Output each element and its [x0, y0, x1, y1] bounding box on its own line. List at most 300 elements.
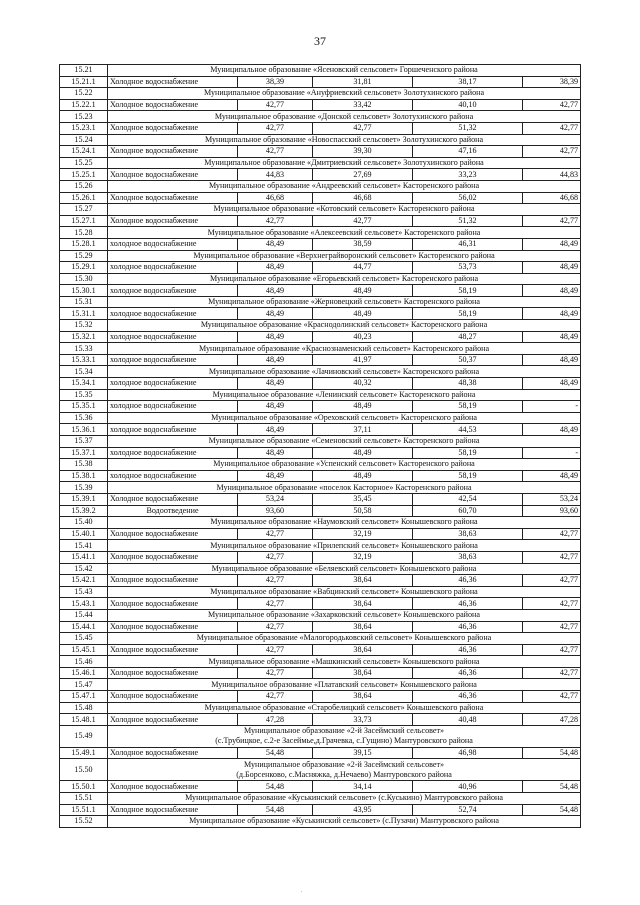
- section-header-row: [60, 517, 581, 529]
- section-title: Муниципальное образование «Машкинский сельсовет» Конышевского района: [108, 656, 581, 668]
- value-cell: 43,95: [313, 804, 413, 816]
- value-cell: 40,32: [313, 378, 413, 390]
- value-cell: 42,77: [238, 122, 313, 134]
- table-row: [60, 667, 581, 679]
- value-cell: 42,77: [523, 644, 581, 656]
- row-number: 15.38.1: [60, 470, 108, 482]
- section-title: Муниципальное образование «Куськинский сельсовет» (с.Пузачи) Мантуровского района: [108, 816, 581, 828]
- value-cell: 54,48: [238, 781, 313, 793]
- value-cell: 48,38: [413, 378, 523, 390]
- value-cell: 44,77: [313, 262, 413, 274]
- page-number: 37: [314, 34, 326, 48]
- value-cell: 51,32: [413, 215, 523, 227]
- value-cell: 42,77: [238, 667, 313, 679]
- table-row: [60, 378, 581, 390]
- table-row: [60, 424, 581, 436]
- table-row: [60, 192, 581, 204]
- value-cell: 38,64: [313, 691, 413, 703]
- section-title: Муниципальное образование «Прилепский сельсовет» Конышевского района: [108, 540, 581, 552]
- row-number: 15.37.1: [60, 447, 108, 459]
- value-cell: 54,48: [523, 747, 581, 759]
- table-row: [60, 575, 581, 587]
- value-cell: 48,49: [523, 285, 581, 297]
- value-cell: 42,77: [238, 621, 313, 633]
- service-name: Холодное водоснабжение: [108, 528, 238, 540]
- row-number: 15.21.1: [60, 76, 108, 88]
- value-cell: 34,14: [313, 781, 413, 793]
- section-number: 15.26: [60, 180, 108, 192]
- value-cell: 46,36: [413, 644, 523, 656]
- section-number: 15.25: [60, 157, 108, 169]
- section-header-row: [60, 482, 581, 494]
- section-number: 15.36: [60, 412, 108, 424]
- value-cell: 42,77: [523, 575, 581, 587]
- section-header-row: [60, 273, 581, 285]
- table-body: [60, 65, 581, 828]
- value-cell: 48,49: [313, 401, 413, 413]
- row-number: 15.44.1: [60, 621, 108, 633]
- section-title: Муниципальное образование «Дмитриевский сельсовет» Золотухинского района: [108, 157, 581, 169]
- value-cell: 32,19: [313, 551, 413, 563]
- table-row: [60, 285, 581, 297]
- value-cell: 56,02: [413, 192, 523, 204]
- section-header-row: [60, 227, 581, 239]
- value-cell: 38,17: [413, 76, 523, 88]
- section-header-row: [60, 343, 581, 355]
- section-title: [108, 759, 581, 781]
- section-header-row: [60, 702, 581, 714]
- value-cell: 42,77: [238, 528, 313, 540]
- table-row: [60, 621, 581, 633]
- value-cell: 42,77: [238, 644, 313, 656]
- table-row: [60, 493, 581, 505]
- value-cell: 31,81: [313, 76, 413, 88]
- section-header-row: [60, 389, 581, 401]
- section-header-row: [60, 656, 581, 668]
- section-number: 15.27: [60, 204, 108, 216]
- service-name: Холодное водоснабжение: [108, 747, 238, 759]
- table-row: [60, 470, 581, 482]
- value-cell: 48,49: [523, 262, 581, 274]
- service-name: холодное водоснабжение: [108, 238, 238, 250]
- value-cell: 46,68: [523, 192, 581, 204]
- section-title: Муниципальное образование «Успенский сельсовет» Касторенского района: [108, 459, 581, 471]
- row-number: 15.24.1: [60, 146, 108, 158]
- value-cell: 48,49: [523, 331, 581, 343]
- service-name: Холодное водоснабжение: [108, 76, 238, 88]
- value-cell: 42,77: [523, 691, 581, 703]
- section-title: Муниципальное образование «Захарковский сельсовет» Конышевского района: [108, 609, 581, 621]
- value-cell: -: [523, 401, 581, 413]
- value-cell: 38,64: [313, 621, 413, 633]
- section-number: 15.34: [60, 366, 108, 378]
- value-cell: 46,36: [413, 691, 523, 703]
- value-cell: 42,77: [523, 667, 581, 679]
- section-number: 15.52: [60, 816, 108, 828]
- service-name: холодное водоснабжение: [108, 470, 238, 482]
- value-cell: 48,49: [238, 285, 313, 297]
- row-number: 15.31.1: [60, 308, 108, 320]
- table-row: [60, 354, 581, 366]
- section-title: Муниципальное образование «Куськинский сельсовет» (с.Куськино) Мантуровского района: [108, 793, 581, 805]
- value-cell: 46,31: [413, 238, 523, 250]
- section-title: Муниципальное образование «Лачиновский сельсовет» Касторенского района: [108, 366, 581, 378]
- service-name: холодное водоснабжение: [108, 378, 238, 390]
- value-cell: 42,77: [523, 598, 581, 610]
- service-name: холодное водоснабжение: [108, 424, 238, 436]
- value-cell: 42,77: [238, 575, 313, 587]
- value-cell: 53,24: [238, 493, 313, 505]
- section-number: 15.43: [60, 586, 108, 598]
- section-title: Муниципальное образование «Старобелицкий сельсовет» Конышевского района: [108, 702, 581, 714]
- service-name: Холодное водоснабжение: [108, 691, 238, 703]
- value-cell: 58,19: [413, 285, 523, 297]
- table-row: [60, 76, 581, 88]
- row-number: 15.29.1: [60, 262, 108, 274]
- value-cell: 53,73: [413, 262, 523, 274]
- service-name: Водоотведение: [108, 505, 238, 517]
- table-row: [60, 714, 581, 726]
- section-title: Муниципальное образование «Ануфриевский сельсовет» Золотухинского района: [108, 88, 581, 100]
- value-cell: 42,77: [523, 122, 581, 134]
- section-header-row: [60, 609, 581, 621]
- value-cell: 53,24: [523, 493, 581, 505]
- table-row: [60, 146, 581, 158]
- section-header-row: [60, 88, 581, 100]
- table-row: [60, 401, 581, 413]
- section-title: Муниципальное образование «Вабцинский сельсовет» Конышевского района: [108, 586, 581, 598]
- section-number: 15.45: [60, 633, 108, 645]
- value-cell: 48,49: [238, 401, 313, 413]
- row-number: 15.39.1: [60, 493, 108, 505]
- value-cell: 39,15: [313, 747, 413, 759]
- section-number: 15.31: [60, 296, 108, 308]
- value-cell: 40,48: [413, 714, 523, 726]
- section-number: 15.41: [60, 540, 108, 552]
- section-header-row: [60, 540, 581, 552]
- value-cell: 42,77: [523, 215, 581, 227]
- row-number: 15.46.1: [60, 667, 108, 679]
- value-cell: 42,77: [523, 621, 581, 633]
- table-row: [60, 331, 581, 343]
- section-title: Муниципальное образование «Ясеновский сельсовет» Горшеченского района: [108, 65, 581, 77]
- section-number: 15.48: [60, 702, 108, 714]
- row-number: 15.32.1: [60, 331, 108, 343]
- section-title: Муниципальное образование «Андреевский сельсовет» Касторенского района: [108, 180, 581, 192]
- service-name: холодное водоснабжение: [108, 331, 238, 343]
- value-cell: 44,83: [238, 169, 313, 181]
- value-cell: 38,64: [313, 667, 413, 679]
- value-cell: 48,49: [238, 378, 313, 390]
- section-header-row: [60, 157, 581, 169]
- service-name: холодное водоснабжение: [108, 401, 238, 413]
- tariff-table: [59, 64, 581, 828]
- section-number: 15.22: [60, 88, 108, 100]
- table-row: [60, 747, 581, 759]
- row-number: 15.42.1: [60, 575, 108, 587]
- row-number: 15.43.1: [60, 598, 108, 610]
- row-number: 15.23.1: [60, 122, 108, 134]
- value-cell: 27,69: [313, 169, 413, 181]
- table-row: [60, 551, 581, 563]
- value-cell: 32,19: [313, 528, 413, 540]
- value-cell: 42,77: [523, 528, 581, 540]
- table-row: [60, 447, 581, 459]
- value-cell: 48,49: [523, 354, 581, 366]
- section-number: 15.24: [60, 134, 108, 146]
- table-row: [60, 598, 581, 610]
- value-cell: 42,77: [313, 215, 413, 227]
- section-title: [108, 725, 581, 747]
- row-number: 15.48.1: [60, 714, 108, 726]
- section-number: 15.32: [60, 320, 108, 332]
- section-header-row: [60, 759, 581, 781]
- row-number: 15.41.1: [60, 551, 108, 563]
- table-row: [60, 238, 581, 250]
- value-cell: 44,83: [523, 169, 581, 181]
- value-cell: 54,48: [238, 804, 313, 816]
- section-number: 15.23: [60, 111, 108, 123]
- section-title: Муниципальное образование «Верхнеграйворонский сельсовет» Касторенского района: [108, 250, 581, 262]
- section-header-row: [60, 134, 581, 146]
- service-name: Холодное водоснабжение: [108, 804, 238, 816]
- section-header-row: [60, 320, 581, 332]
- section-title: Муниципальное образование «Беляевский сельсовет» Конышевского района: [108, 563, 581, 575]
- table-row: [60, 528, 581, 540]
- value-cell: 93,60: [523, 505, 581, 517]
- section-title: Муниципальное образование «поселок Касторное» Касторенского района: [108, 482, 581, 494]
- row-number: 15.30.1: [60, 285, 108, 297]
- value-cell: 42,77: [238, 551, 313, 563]
- value-cell: 48,49: [523, 308, 581, 320]
- section-title-line: Муниципальное образование «2-й Засеймский сельсовет»: [243, 759, 445, 769]
- service-name: Холодное водоснабжение: [108, 781, 238, 793]
- section-title: Муниципальное образование «Котовский сельсовет» Касторенского района: [108, 204, 581, 216]
- service-name: Холодное водоснабжение: [108, 215, 238, 227]
- table-row: [60, 505, 581, 517]
- table-row: [60, 308, 581, 320]
- value-cell: 48,49: [523, 378, 581, 390]
- value-cell: 47,28: [238, 714, 313, 726]
- section-title-line: Муниципальное образование «2-й Засеймский сельсовет»: [243, 726, 445, 736]
- value-cell: 38,39: [523, 76, 581, 88]
- value-cell: 42,77: [238, 691, 313, 703]
- value-cell: 48,49: [238, 308, 313, 320]
- scan-mark: .: [301, 888, 303, 894]
- service-name: Холодное водоснабжение: [108, 146, 238, 158]
- section-header-row: [60, 180, 581, 192]
- value-cell: 48,49: [523, 424, 581, 436]
- value-cell: 42,54: [413, 493, 523, 505]
- value-cell: 42,77: [523, 99, 581, 111]
- value-cell: 46,36: [413, 667, 523, 679]
- service-name: Холодное водоснабжение: [108, 667, 238, 679]
- section-number: 15.39: [60, 482, 108, 494]
- section-header-row: [60, 296, 581, 308]
- section-title: Муниципальное образование «Ореховский сельсовет» Касторенского района: [108, 412, 581, 424]
- value-cell: 50,58: [313, 505, 413, 517]
- service-name: Холодное водоснабжение: [108, 493, 238, 505]
- section-header-row: [60, 459, 581, 471]
- section-title-line: (д.Борсенково, с.Масняжка, д.Нечаево) Мантуровского района: [236, 769, 452, 779]
- section-number: 15.42: [60, 563, 108, 575]
- value-cell: 40,10: [413, 99, 523, 111]
- value-cell: 38,64: [313, 575, 413, 587]
- value-cell: 58,19: [413, 308, 523, 320]
- value-cell: 54,48: [523, 781, 581, 793]
- row-number: 15.26.1: [60, 192, 108, 204]
- service-name: Холодное водоснабжение: [108, 598, 238, 610]
- row-number: 15.25.1: [60, 169, 108, 181]
- service-name: Холодное водоснабжение: [108, 575, 238, 587]
- table-row: [60, 804, 581, 816]
- section-number: 15.38: [60, 459, 108, 471]
- value-cell: 48,49: [313, 285, 413, 297]
- section-number: 15.40: [60, 517, 108, 529]
- service-name: Холодное водоснабжение: [108, 621, 238, 633]
- value-cell: 50,37: [413, 354, 523, 366]
- value-cell: 54,48: [523, 804, 581, 816]
- value-cell: 46,98: [413, 747, 523, 759]
- value-cell: 47,16: [413, 146, 523, 158]
- section-header-row: [60, 204, 581, 216]
- value-cell: 48,49: [313, 308, 413, 320]
- value-cell: 51,32: [413, 122, 523, 134]
- section-title: Муниципальное образование «Семеновский сельсовет» Касторенского района: [108, 436, 581, 448]
- value-cell: 46,36: [413, 598, 523, 610]
- table-row: [60, 169, 581, 181]
- value-cell: 38,63: [413, 551, 523, 563]
- section-header-row: [60, 816, 581, 828]
- value-cell: 33,73: [313, 714, 413, 726]
- section-title: Муниципальное образование «Краснодолинский сельсовет» Касторенского района: [108, 320, 581, 332]
- value-cell: 42,77: [523, 551, 581, 563]
- section-number: 15.51: [60, 793, 108, 805]
- section-number: 15.28: [60, 227, 108, 239]
- row-number: 15.22.1: [60, 99, 108, 111]
- value-cell: 48,49: [313, 447, 413, 459]
- row-number: 15.51.1: [60, 804, 108, 816]
- service-name: Холодное водоснабжение: [108, 551, 238, 563]
- section-title: Муниципальное образование «Платавский сельсовет» Конышевского района: [108, 679, 581, 691]
- section-header-row: [60, 250, 581, 262]
- value-cell: 38,64: [313, 598, 413, 610]
- value-cell: 48,49: [313, 470, 413, 482]
- section-header-row: [60, 563, 581, 575]
- value-cell: 42,77: [313, 122, 413, 134]
- value-cell: 38,64: [313, 644, 413, 656]
- table-row: [60, 691, 581, 703]
- row-number: 15.47.1: [60, 691, 108, 703]
- row-number: 15.34.1: [60, 378, 108, 390]
- value-cell: 58,19: [413, 447, 523, 459]
- section-header-row: [60, 436, 581, 448]
- section-number: 15.46: [60, 656, 108, 668]
- section-number: 15.47: [60, 679, 108, 691]
- value-cell: 39,30: [313, 146, 413, 158]
- section-header-row: [60, 366, 581, 378]
- section-title: Муниципальное образование «Новоспасский сельсовет» Золотухинского района: [108, 134, 581, 146]
- value-cell: 42,77: [238, 146, 313, 158]
- section-title: Муниципальное образование «Егорьевский сельсовет» Касторенского района: [108, 273, 581, 285]
- service-name: Холодное водоснабжение: [108, 99, 238, 111]
- value-cell: 60,70: [413, 505, 523, 517]
- value-cell: 54,48: [238, 747, 313, 759]
- section-title: Муниципальное образование «Краснознаменский сельсовет» Касторенского района: [108, 343, 581, 355]
- section-header-row: [60, 725, 581, 747]
- section-number: 15.50: [60, 759, 108, 781]
- value-cell: 40,23: [313, 331, 413, 343]
- section-header-row: [60, 633, 581, 645]
- section-number: 15.37: [60, 436, 108, 448]
- value-cell: 42,77: [238, 99, 313, 111]
- value-cell: 48,49: [238, 354, 313, 366]
- row-number: 15.28.1: [60, 238, 108, 250]
- value-cell: 48,49: [238, 262, 313, 274]
- table-row: [60, 262, 581, 274]
- service-name: холодное водоснабжение: [108, 262, 238, 274]
- value-cell: 41,97: [313, 354, 413, 366]
- section-title: Муниципальное образование «Наумовский сельсовет» Конышевского района: [108, 517, 581, 529]
- value-cell: 58,19: [413, 470, 523, 482]
- section-number: 15.35: [60, 389, 108, 401]
- value-cell: 46,36: [413, 575, 523, 587]
- section-header-row: [60, 111, 581, 123]
- value-cell: 48,49: [523, 470, 581, 482]
- row-number: 15.33.1: [60, 354, 108, 366]
- value-cell: 42,77: [523, 146, 581, 158]
- service-name: Холодное водоснабжение: [108, 192, 238, 204]
- service-name: Холодное водоснабжение: [108, 122, 238, 134]
- row-number: 15.36.1: [60, 424, 108, 436]
- value-cell: 47,28: [523, 714, 581, 726]
- table-row: [60, 781, 581, 793]
- section-number: 15.33: [60, 343, 108, 355]
- value-cell: 46,68: [238, 192, 313, 204]
- row-number: 15.27.1: [60, 215, 108, 227]
- section-header-row: [60, 793, 581, 805]
- section-number: 15.49: [60, 725, 108, 747]
- value-cell: 48,49: [238, 447, 313, 459]
- row-number: 15.39.2: [60, 505, 108, 517]
- value-cell: 33,42: [313, 99, 413, 111]
- service-name: холодное водоснабжение: [108, 308, 238, 320]
- value-cell: 46,68: [313, 192, 413, 204]
- value-cell: 40,96: [413, 781, 523, 793]
- service-name: Холодное водоснабжение: [108, 714, 238, 726]
- service-name: холодное водоснабжение: [108, 447, 238, 459]
- table-row: [60, 99, 581, 111]
- section-number: 15.30: [60, 273, 108, 285]
- value-cell: 48,49: [238, 238, 313, 250]
- row-number: 15.49.1: [60, 747, 108, 759]
- section-title: Муниципальное образование «Ленинский сельсовет» Касторенского района: [108, 389, 581, 401]
- value-cell: 58,19: [413, 401, 523, 413]
- section-header-row: [60, 65, 581, 77]
- value-cell: 38,63: [413, 528, 523, 540]
- row-number: 15.45.1: [60, 644, 108, 656]
- table-row: [60, 215, 581, 227]
- value-cell: 42,77: [238, 215, 313, 227]
- row-number: 15.35.1: [60, 401, 108, 413]
- value-cell: -: [523, 447, 581, 459]
- value-cell: 48,49: [523, 238, 581, 250]
- section-number: 15.44: [60, 609, 108, 621]
- value-cell: 35,45: [313, 493, 413, 505]
- section-number: 15.21: [60, 65, 108, 77]
- value-cell: 48,49: [238, 470, 313, 482]
- section-header-row: [60, 586, 581, 598]
